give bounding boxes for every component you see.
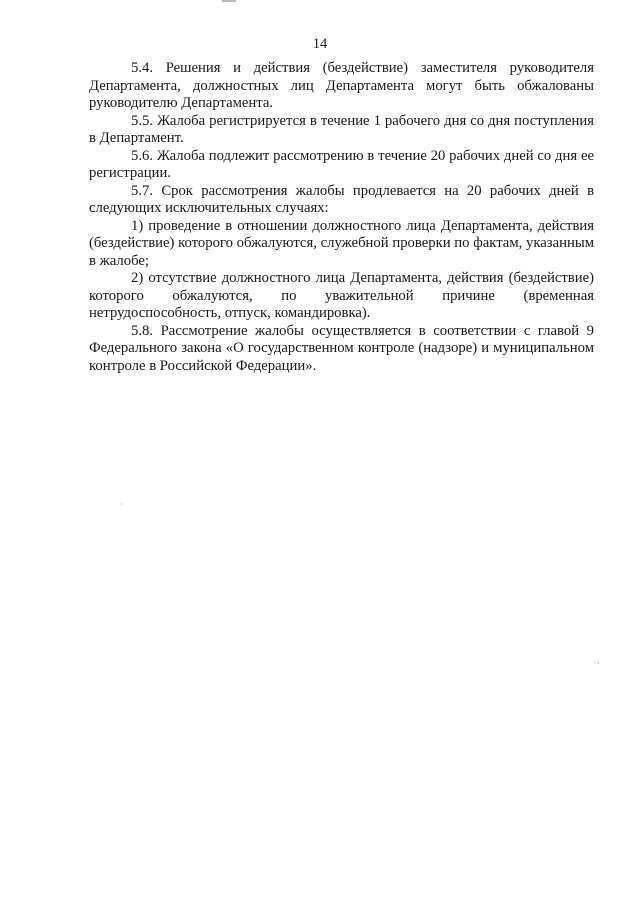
list-item-1 <box>89 218 594 271</box>
document-body <box>89 60 594 375</box>
page-number: 14 <box>312 36 328 52</box>
list-item-2 <box>89 270 594 323</box>
paragraph-5-6 <box>89 148 594 183</box>
scan-speck-left <box>121 503 122 505</box>
paragraph-number: 5.4. <box>131 60 154 76</box>
list-item-text: отсутствие должностного лица Департамента, действия (бездействие) которого обжалуются, по уважительной причине (временная нетрудоспособность, отпуск, командировка). <box>89 270 595 321</box>
scan-artifact-top <box>222 0 236 2</box>
paragraph-5-7 <box>89 183 594 218</box>
scan-speck-right <box>598 662 599 664</box>
paragraph-text: Срок рассмотрения жалобы продлевается на 20 рабочих дней в следующих исключительных случаях: <box>89 182 595 216</box>
paragraph-5-5 <box>89 113 594 148</box>
paragraph-text: Решения и действия (бездействие) заместителя руководителя Департамента, должностных лиц Департамента могут быть обжалованы руководителю Департамента. <box>89 60 594 111</box>
paragraph-number: 5.5. <box>131 112 154 129</box>
paragraph-text: Жалоба регистрируется в течение 1 рабочего дня со дня поступления в Департамент. <box>89 112 595 146</box>
paragraph-number: 5.8. <box>131 322 154 339</box>
paragraph-text: Жалоба подлежит рассмотрению в течение 20 рабочих дней со дня ее регистрации. <box>89 147 594 181</box>
paragraph-text: Рассмотрение жалобы осуществляется в соответствии с главой 9 Федерального закона «О государственном контроле (надзоре) и муниципальном контроле в Российской Федерации». <box>89 322 594 374</box>
paragraph-5-4 <box>89 60 594 113</box>
list-item-number: 2) <box>131 270 144 286</box>
paragraph-number: 5.7. <box>131 182 154 199</box>
list-item-number: 1) <box>131 217 144 234</box>
paragraph-number: 5.6. <box>131 147 154 164</box>
paragraph-5-8 <box>89 323 594 376</box>
list-item-text: проведение в отношении должностного лица Департамента, действия (бездействие) которого обжалуются, служебной проверки по фактам, указанным в жалобе; <box>89 217 595 269</box>
